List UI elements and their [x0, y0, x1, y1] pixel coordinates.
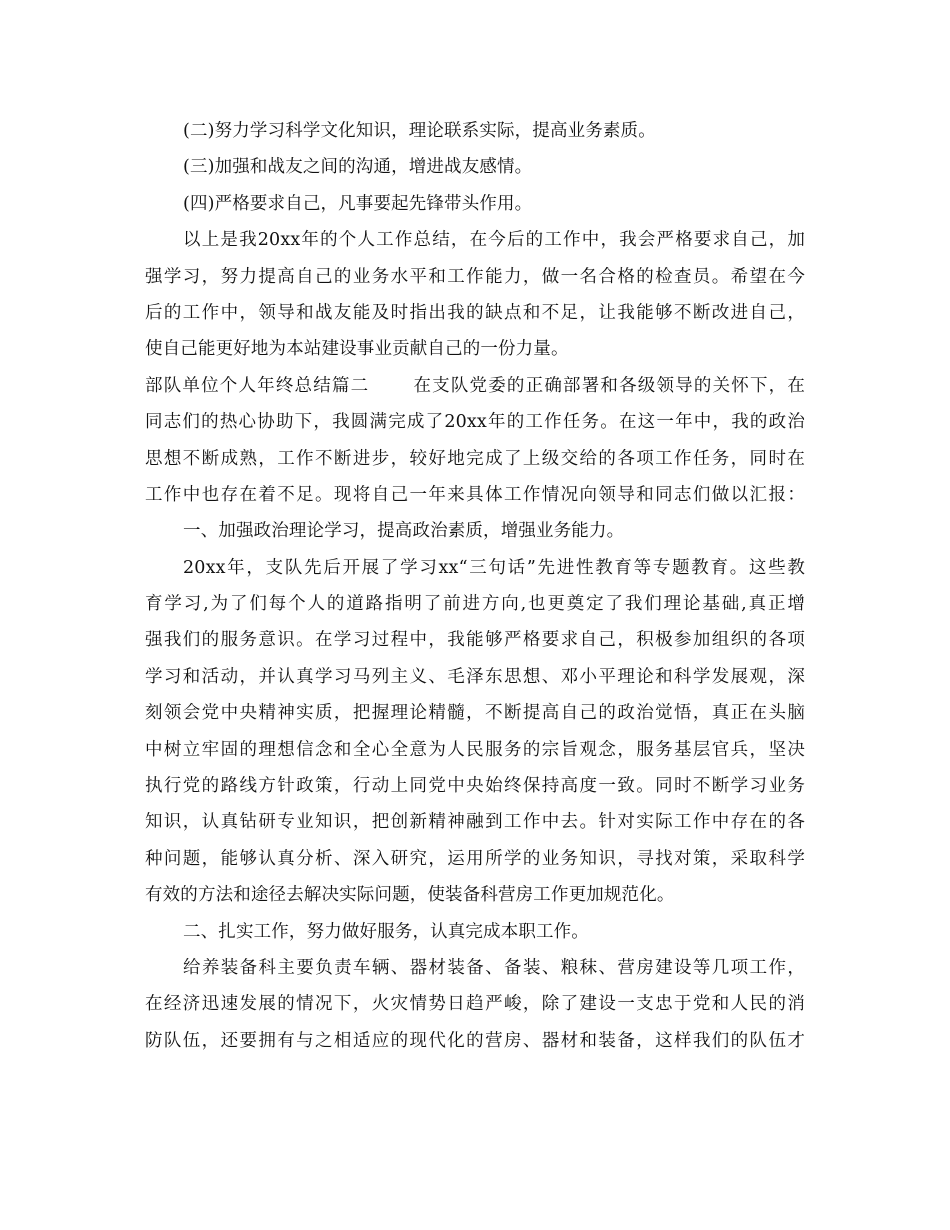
- paragraph-line: (三)加强和战友之间的沟通，增进战友感情。: [183, 157, 533, 178]
- paragraph-line: (四)严格要求自己，凡事要起先锋带头作用。: [183, 193, 533, 214]
- paragraph-line: 使自己能更好地为本站建设事业贡献自己的一份力量。: [145, 339, 569, 360]
- paragraph-line: 知识，认真钻研专业知识，把创新精神融到工作中去。针对实际工作中存在的各: [145, 812, 805, 833]
- section-heading-line: 部队单位个人年终总结篇二 在支队党委的正确部署和各级领导的关怀下，在: [145, 375, 805, 396]
- paragraph-line: 有效的方法和途径去解决实际问题，使装备科营房工作更加规范化。: [145, 885, 675, 906]
- paragraph-line: 后的工作中，领导和战友能及时指出我的缺点和不足，让我能够不断改进自己，: [145, 302, 805, 323]
- paragraph-line: 育学习,为了们每个人的道路指明了前进方向,也更奠定了我们理论基础,真正增: [145, 594, 805, 615]
- subheading-line: 一、加强政治理论学习，提高政治素质，增强业务能力。: [183, 521, 625, 542]
- paragraph-line: 同志们的热心协助下，我圆满完成了20xx年的工作任务。在这一年中，我的政治: [145, 412, 805, 433]
- paragraph-line: (二)努力学习科学文化知识，理论联系实际，提高业务素质。: [183, 121, 656, 141]
- subheading-line: 二、扎实工作，努力做好服务，认真完成本职工作。: [183, 921, 589, 942]
- paragraph-line: 学习和活动，并认真学习马列主义、毛泽东思想、邓小平理论和科学发展观，深: [145, 666, 805, 687]
- paragraph-line: 工作中也存在着不足。现将自己一年来具体工作情况向领导和同志们做以汇报：: [145, 484, 805, 505]
- paragraph-line: 以上是我20xx年的个人工作总结，在今后的工作中，我会严格要求自己，加: [183, 230, 805, 251]
- paragraph-line: 在经济迅速发展的情况下，火灾情势日趋严峻，除了建设一支忠于党和人民的消: [145, 994, 805, 1015]
- paragraph-line: 防队伍，还要拥有与之相适应的现代化的营房、器材和装备，这样我们的队伍才: [145, 1030, 805, 1051]
- paragraph-line: 强我们的服务意识。在学习过程中，我能够严格要求自己，积极参加组织的各项: [145, 630, 805, 651]
- paragraph-line: 给养装备科主要负责车辆、器材装备、备装、粮秣、营房建设等几项工作，: [183, 957, 805, 978]
- paragraph-line: 中树立牢固的理想信念和全心全意为人民服务的宗旨观念，服务基层官兵，坚决: [145, 739, 805, 760]
- paragraph-line: 20xx年，支队先后开展了学习xx“三句话”先进性教育等专题教育。这些教: [183, 557, 805, 578]
- paragraph-line: 刻领会党中央精神实质，把握理论精髓，不断提高自己的政治觉悟，真正在头脑: [145, 703, 805, 724]
- paragraph-line: 执行党的路线方针政策，行动上同党中央始终保持高度一致。同时不断学习业务: [145, 776, 805, 797]
- paragraph-line: 种问题，能够认真分析、深入研究，运用所学的业务知识，寻找对策，采取科学: [145, 848, 805, 869]
- paragraph-line: 思想不断成熟，工作不断进步，较好地完成了上级交给的各项工作任务，同时在: [145, 448, 805, 469]
- paragraph-line: 强学习，努力提高自己的业务水平和工作能力，做一名合格的检查员。希望在今: [145, 266, 805, 287]
- document-body: [145, 113, 805, 1059]
